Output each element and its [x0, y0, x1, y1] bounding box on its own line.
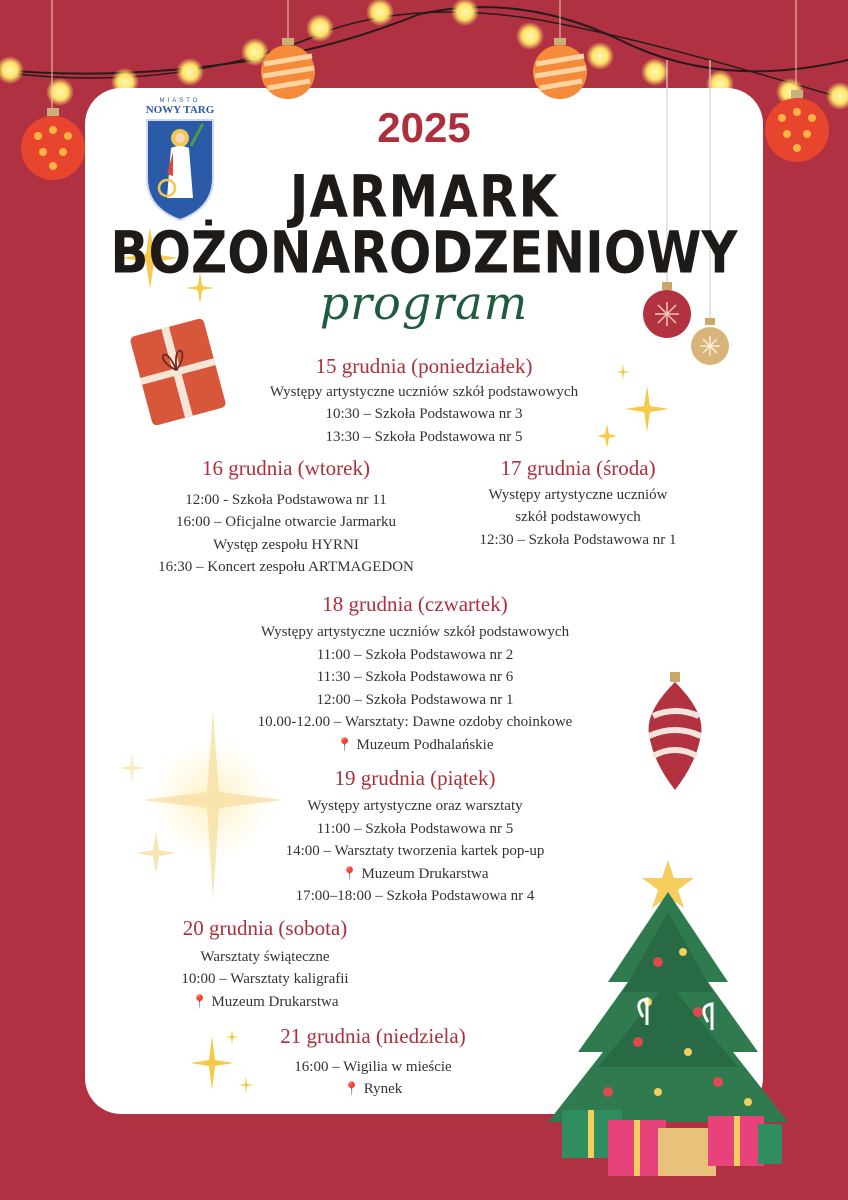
- day-line: 10:00 – Warsztaty kaligrafii: [181, 971, 349, 987]
- day-line: 16:00 – Wigilia w mieście: [294, 1059, 452, 1075]
- day-line: szkół podstawowych: [515, 509, 641, 525]
- day-line: 16:30 – Koncert zespołu ARTMAGEDON: [158, 559, 414, 575]
- gift-icon: [128, 312, 228, 432]
- day-line: 16:00 – Oficjalne otwarcie Jarmarku: [176, 514, 396, 530]
- day-heading: 21 grudnia (niedziela): [280, 1024, 466, 1048]
- location-label: Rynek: [363, 1081, 403, 1097]
- day-line: Występ zespołu HYRNI: [213, 537, 359, 553]
- day-line: 11:30 – Szkoła Podstawowa nr 6: [316, 669, 514, 685]
- day-line: Występy artystyczne uczniów szkół podstawowych: [260, 624, 570, 640]
- program-script: program: [319, 276, 529, 330]
- bauble-icon: [530, 38, 590, 100]
- day-line-location: [200, 734, 630, 757]
- bauble-icon: [258, 38, 318, 100]
- day-line-location: [200, 863, 630, 886]
- location-pin-icon: 📍: [191, 994, 208, 1009]
- day-heading: 15 grudnia (poniedziałek): [315, 354, 533, 378]
- logo-city-name: NOWY TARG: [145, 104, 215, 116]
- day-heading: 20 grudnia (sobota): [182, 916, 348, 940]
- day-line: 11:00 – Szkoła Podstawowa nr 5: [316, 821, 514, 837]
- day-line: 10:30 – Szkoła Podstawowa nr 3: [325, 406, 523, 422]
- day-line: 10.00-12.00 – Warsztaty: Dawne ozdoby choinkowe: [257, 714, 573, 730]
- day-line-location: [220, 1078, 526, 1101]
- location-label: Muzeum Drukarstwa: [361, 866, 489, 882]
- location-pin-icon: 📍: [336, 737, 353, 752]
- day-line: 11:00 – Szkoła Podstawowa nr 2: [316, 647, 514, 663]
- title-line-2: BOŻONARODZENIOWY: [110, 219, 738, 287]
- day-heading: 17 grudnia (środa): [500, 456, 656, 480]
- day-line: 17:00–18:00 – Szkoła Podstawowa nr 4: [295, 888, 535, 904]
- location-pin-icon: 📍: [341, 866, 358, 881]
- day-line: Warsztaty świąteczne: [200, 949, 330, 965]
- location-label: Muzeum Podhalańskie: [356, 737, 494, 753]
- day-line-location: [140, 991, 390, 1014]
- day-line: 12:00 - Szkoła Podstawowa nr 11: [185, 492, 387, 508]
- day-line: Występy artystyczne uczniów szkół podstawowych: [269, 384, 579, 400]
- day-line: Występy artystyczne oraz warsztaty: [307, 798, 523, 814]
- day-line: 12:30 – Szkoła Podstawowa nr 1: [479, 532, 677, 548]
- logo-small-text: MIASTO: [159, 98, 201, 104]
- location-label: Muzeum Drukarstwa: [211, 994, 339, 1010]
- day-heading: 19 grudnia (piątek): [334, 766, 496, 790]
- day-heading: 16 grudnia (wtorek): [202, 456, 370, 480]
- location-pin-icon: 📍: [343, 1081, 360, 1096]
- year: 2025: [377, 104, 471, 151]
- day-line: 12:00 – Szkoła Podstawowa nr 1: [316, 692, 514, 708]
- day-line: Występy artystyczne uczniów: [488, 487, 668, 503]
- title-line-1: JARMARK: [289, 163, 559, 231]
- day-heading: 18 grudnia (czwartek): [322, 592, 508, 616]
- day-line: 13:30 – Szkoła Podstawowa nr 5: [325, 429, 523, 445]
- day-line: 14:00 – Warsztaty tworzenia kartek pop-up: [285, 843, 545, 859]
- bauble-icon: [645, 672, 705, 792]
